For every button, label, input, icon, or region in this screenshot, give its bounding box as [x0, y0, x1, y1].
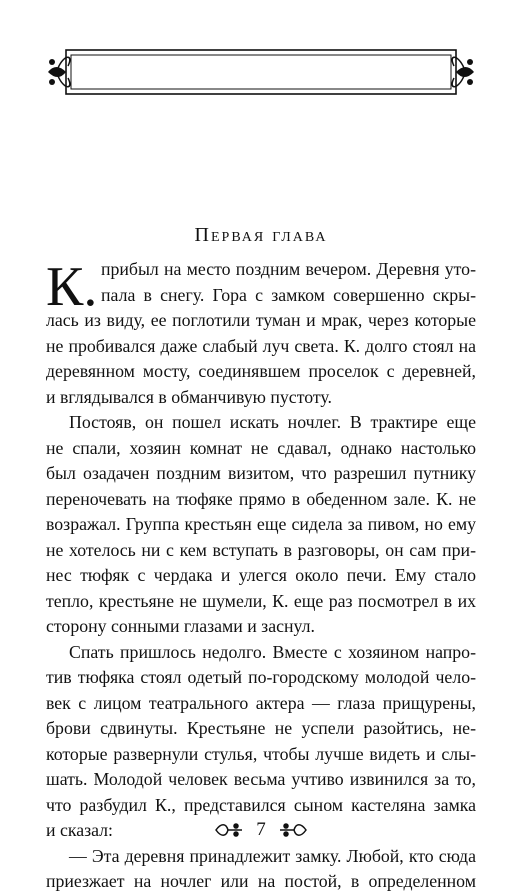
body-text	[46, 257, 476, 895]
text-line: пала в снегу. Гора с замком совершенно скры-	[101, 284, 476, 305]
header-ornament	[44, 44, 478, 104]
text-line: сторону сонными глазами и заснул.	[46, 616, 315, 636]
text-line: — Эта деревня принадлежит замку. Любой, кто сюда	[69, 845, 476, 866]
fleuron-left-icon	[214, 822, 244, 838]
text-line: возражал. Группа крестьян еще сидела за пивом, но ему	[46, 514, 476, 534]
text-line: тив тюфяка стоял одетый по-городскому молодой чело-	[46, 667, 476, 687]
text-line: и сказал:	[46, 820, 114, 840]
text-line: и вглядывался в обманчивую пустоту.	[46, 386, 332, 407]
text-line: тепло, крестьяне не шумели, К. еще раз посмотрел в их	[46, 590, 476, 611]
text-line: что разбудил К., представился сыном кастеляна замка	[46, 794, 476, 815]
text-line: был озадачен поздним визитом, что разрешил путнику	[46, 463, 476, 483]
text-line: деревянном мосту, соединявшем проселок с деревней,	[46, 361, 476, 381]
text-line: переночевать на тюфяке прямо в обеденном зале. К. не	[46, 488, 476, 509]
text-line: прибыл на место поздним вечером. Деревня уто-	[101, 259, 476, 279]
page-number: 7	[256, 819, 266, 840]
dropcap: К.	[46, 256, 98, 318]
text-line: лась из виду, ее поглотили туман и мрак, через которые	[46, 310, 476, 330]
text-line: не пробивался даже слабый луч света. К. долго стоял на	[46, 335, 476, 356]
text-line: которые развернули стулья, чтобы лучше видеть и слы-	[46, 743, 476, 764]
text-line: Постояв, он пошел искать ночлег. В трактире еще	[69, 412, 476, 432]
text-line: шать. Молодой человек весьма учтиво извинился за то,	[46, 769, 476, 789]
text-line: брови сдвинуты. Крестьяне не успели разойтись, не-	[46, 718, 476, 738]
text-line: не хотелось ни с кем вступать в разговоры, он сам при-	[46, 539, 476, 560]
page-footer	[0, 810, 522, 850]
text-line: не спали, хозяин комнат не сдавал, однако настолько	[46, 437, 476, 458]
text-line: Спать пришлось недолго. Вместе с хозяином напро-	[69, 641, 476, 662]
text-line: нес тюфяк с чердака и улегся около печи. Ему стало	[46, 565, 476, 585]
text-line: век с лицом театрального актера — глаза прищурены,	[46, 692, 476, 713]
chapter-title: Первая глава	[194, 224, 328, 246]
text-line: приезжает на ночлег или на постой, в определенном	[46, 871, 476, 891]
fleuron-right-icon	[278, 822, 308, 838]
